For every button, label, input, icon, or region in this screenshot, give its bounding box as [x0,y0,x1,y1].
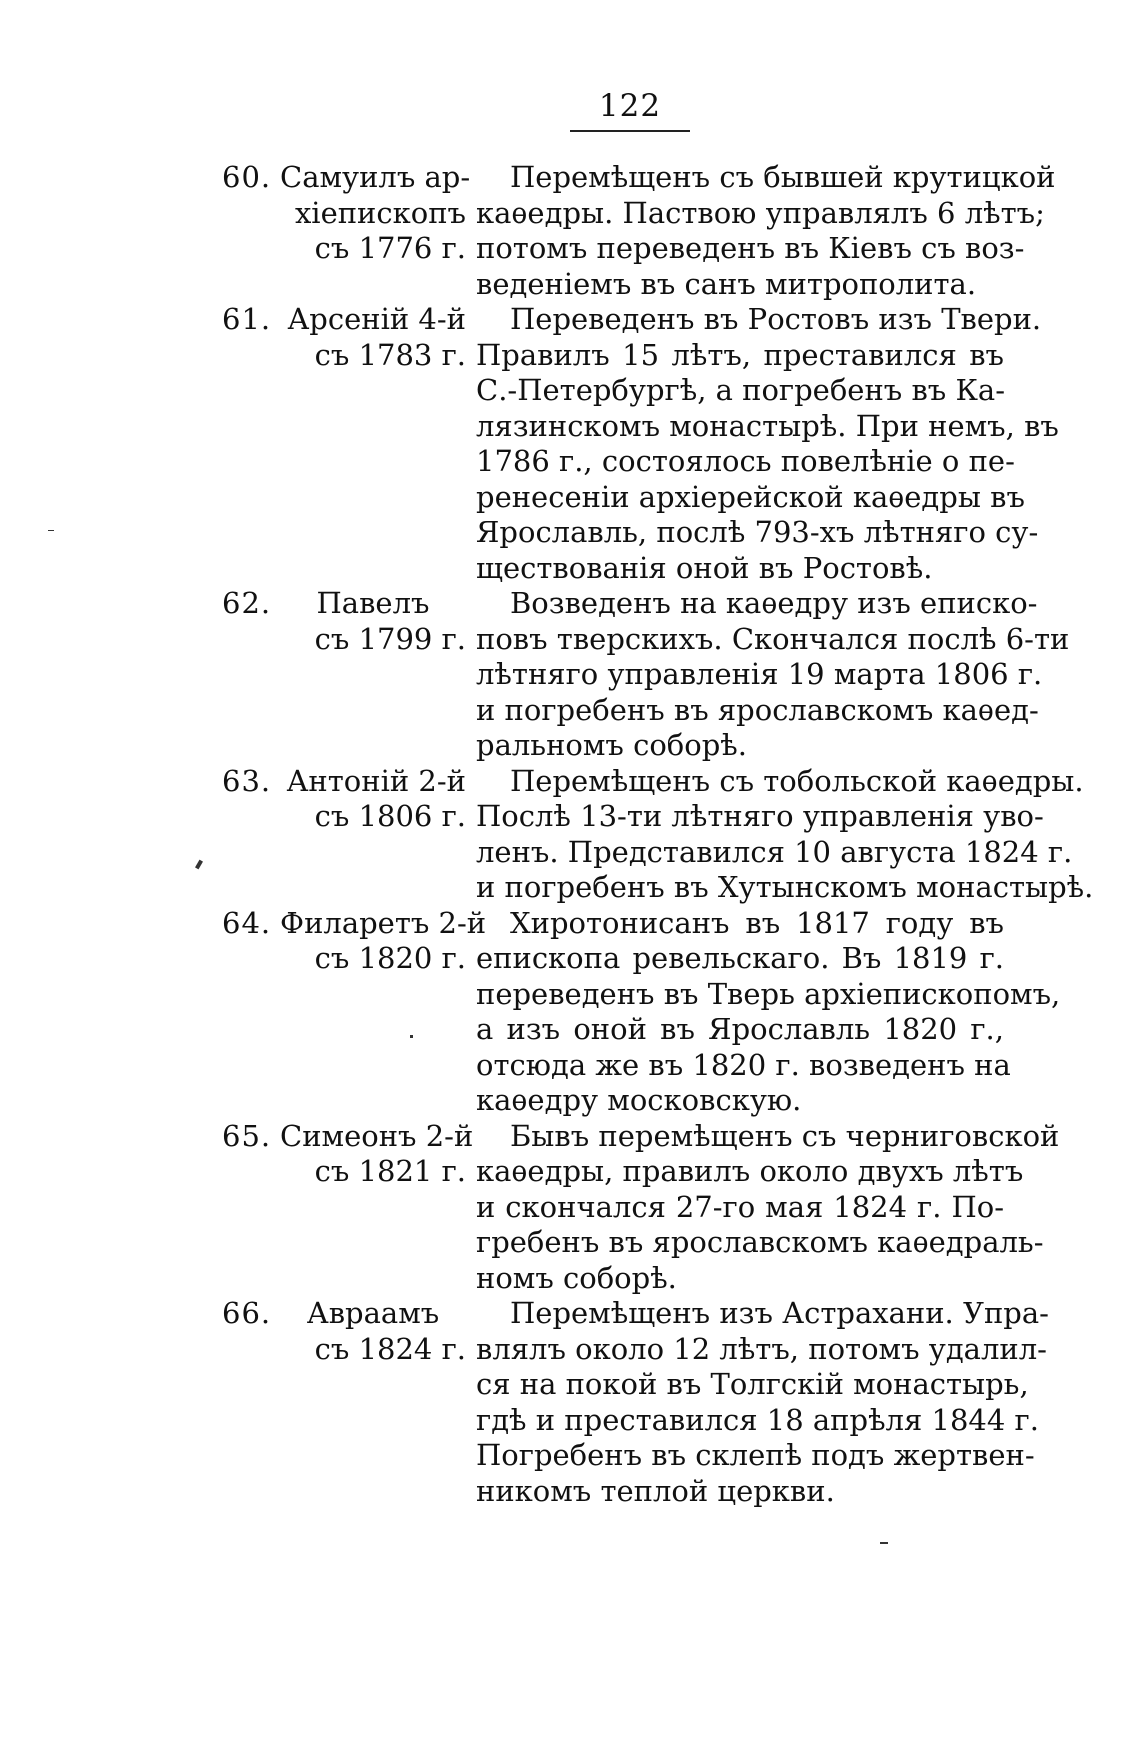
description-line: отсюда же въ 1820 г. возведенъ на [476,1047,1011,1082]
description-line: ральномъ соборѣ. [476,728,747,762]
entry-bishop [280,1118,474,1190]
description-line: Возведенъ на каѳедру изъ еписко- [510,586,1038,620]
list-entry [0,160,1140,302]
description-line: влялъ около 12 лѣтъ, потомъ удалил- [476,1331,1047,1366]
description-line: потомъ переведенъ въ Кіевъ съ воз- [476,231,1025,265]
bishop-year: съ 1820 г. [314,941,466,975]
description-line: лязинскомъ монастырѣ. При немъ, въ [476,408,1059,443]
entry-description [476,1296,1049,1509]
description-line: и скончался 27-го мая 1824 г. По- [476,1189,1004,1224]
bishops-list [0,160,1140,1509]
list-entry [0,302,1140,586]
entry-description [476,586,1070,764]
scan-speck [410,1035,413,1038]
page-number: 122 [598,88,662,124]
description-line: Перемѣщенъ изъ Астрахани. Упра- [510,1296,1049,1330]
entry-number: 66. [222,1296,272,1330]
entry-description [476,1118,1060,1297]
description-line: Ярославль, послѣ 793-хъ лѣтняго су- [476,515,1039,549]
bishop-name-line: Авраамъ [306,1296,440,1330]
description-line: Правилъ 15 лѣтъ, преставился въ [476,337,1004,372]
entry-description [476,763,1094,906]
entry-number: 61. [222,302,272,336]
description-line: Перемѣщенъ съ бывшей крутицкой [510,160,1056,194]
list-entry [0,586,1140,764]
description-line: повъ тверскихъ. Скончался послѣ 6-ти [476,621,1070,656]
entry-bishop [280,586,466,657]
bishop-year: съ 1821 г. [314,1154,466,1188]
entry-number: 64. [222,905,272,940]
description-line: Переведенъ въ Ростовъ изъ Твери. [510,302,1042,336]
entry-bishop [280,905,487,977]
description-line: Послѣ 13-ти лѣтняго управленія уво- [476,799,1044,833]
list-entry [0,1119,1140,1297]
description-line: номъ соборѣ. [476,1260,677,1295]
bishop-year: съ 1824 г. [314,1331,466,1366]
description-line: каѳедры, правилъ около двухъ лѣтъ [476,1154,1024,1188]
bishop-name-line: Арсеній 4-й [287,302,466,336]
description-line: ренесеніи архіерейской каѳедры въ [476,479,1025,514]
description-line: лѣтняго управленія 19 марта 1806 г. [476,657,1043,691]
entry-description [476,905,1061,1119]
entry-number: 65. [222,1118,272,1153]
entry-number: 62. [222,586,272,620]
description-line: и погребенъ въ ярославскомъ каѳед- [476,692,1039,727]
description-line: переведенъ въ Тверь архіепископомъ, [476,976,1061,1011]
entry-bishop [280,302,466,373]
description-line: ществованія оной въ Ростовѣ. [476,550,933,585]
entry-number: 60. [222,160,272,194]
bishop-year: съ 1806 г. [314,799,466,833]
list-entry [0,764,1140,906]
description-line: С.-Петербургѣ, а погребенъ въ Ка- [476,373,1005,407]
bishop-name-line: хіепископъ [294,195,466,230]
entry-bishop [280,764,466,835]
entry-number: 63. [222,763,272,798]
description-line: Перемѣщенъ съ тобольской каѳедры. [510,763,1084,798]
bishop-name-line: Симеонъ 2-й [280,1118,474,1153]
description-line: Бывъ перемѣщенъ съ черниговской [510,1118,1060,1153]
description-line: епископа ревельскаго. Въ 1819 г. [476,941,1004,975]
bishop-year: съ 1799 г. [314,621,466,656]
description-line: веденіемъ въ санъ митрополита. [476,266,977,301]
bishop-year: съ 1776 г. [314,231,466,265]
bishop-name-line: Самуилъ ар- [280,160,471,194]
description-line: и погребенъ въ Хутынскомъ монастырѣ. [476,870,1094,904]
page-number-rule [570,130,690,132]
entry-description [476,160,1056,302]
description-line: каѳедру московскую. [476,1083,802,1117]
description-line: гдѣ и преставился 18 апрѣля 1844 г. [476,1402,1039,1437]
description-line: а изъ оной въ Ярославль 1820 г., [476,1012,1004,1046]
scan-speck [880,1542,888,1544]
description-line: гребенъ въ ярославскомъ каѳедраль- [476,1225,1044,1259]
list-entry [0,906,1140,1119]
entry-description [476,302,1059,586]
bishop-name-line: Антоній 2-й [286,763,466,798]
description-line: каѳедры. Паствою управлялъ 6 лѣтъ; [476,195,1045,230]
description-line: 1786 г., состоялось повелѣніе о пе- [476,444,1015,478]
description-line: ся на покой въ Толгскій монастырь, [476,1367,1029,1401]
bishop-name-line: Филаретъ 2-й [280,905,487,940]
bishop-year: съ 1783 г. [314,337,466,372]
description-line: ленъ. Представился 10 августа 1824 г. [476,834,1073,869]
scan-speck [48,530,54,531]
description-line: Хиротонисанъ въ 1817 году въ [510,905,1004,940]
entry-bishop [280,1296,466,1367]
list-entry [0,1296,1140,1509]
bishop-name-line: Павелъ [316,586,430,620]
description-line: Погребенъ въ склепѣ подъ жертвен- [476,1438,1035,1472]
entry-bishop [280,160,471,267]
description-line: никомъ теплой церкви. [476,1473,835,1508]
